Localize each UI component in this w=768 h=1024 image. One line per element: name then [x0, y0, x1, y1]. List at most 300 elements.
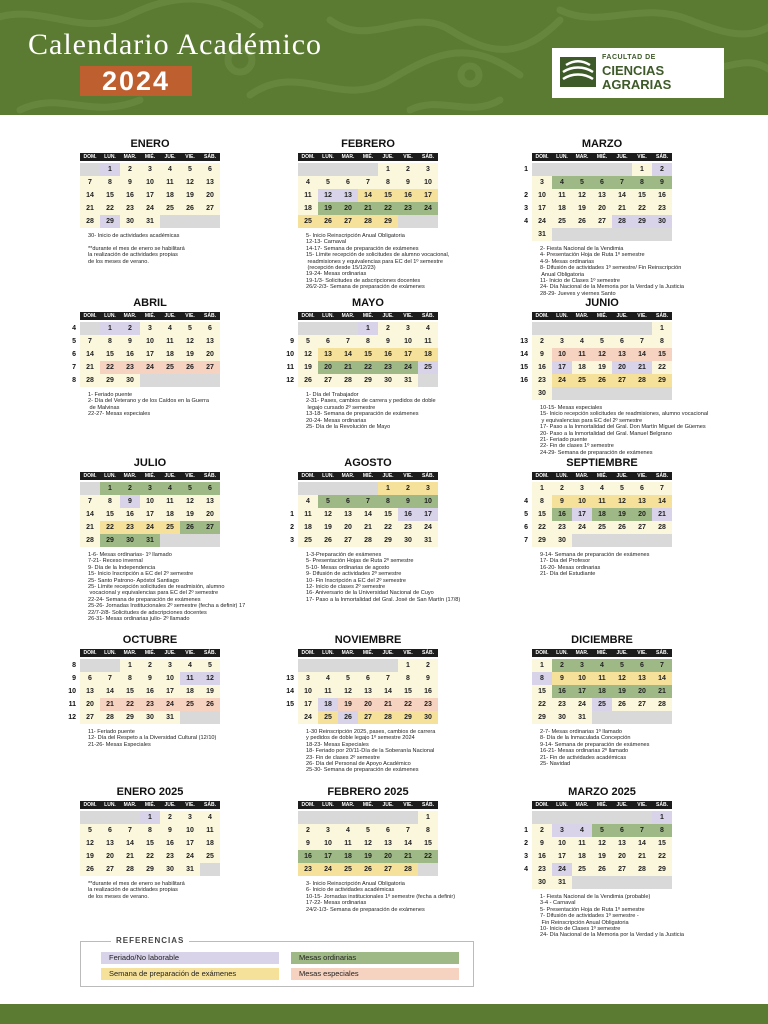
day-cell [612, 176, 632, 189]
day-number: 22 [106, 524, 114, 531]
day-number: 15 [538, 511, 546, 518]
day-cell [652, 863, 672, 876]
day-number: 18 [324, 701, 332, 708]
day-cell [378, 837, 398, 850]
day-cell [338, 374, 358, 387]
day-number: 7 [88, 179, 92, 186]
day-number: 27 [638, 701, 646, 708]
day-number: 22 [364, 364, 372, 371]
day-number: 12 [206, 675, 214, 682]
weekday-label: SÁB. [422, 802, 434, 808]
empty-day-cell [652, 534, 672, 547]
day-cell [160, 508, 180, 521]
day-cell [552, 215, 572, 228]
day-cell [572, 482, 592, 495]
day-cell [398, 482, 418, 495]
day-cell [612, 508, 632, 521]
day-cell [120, 348, 140, 361]
week-number: 11 [68, 701, 76, 708]
empty-day-cell [532, 811, 552, 824]
weekday-label: MAR. [341, 154, 355, 160]
day-cell [532, 837, 552, 850]
day-number: 5 [580, 179, 584, 186]
day-cell [398, 521, 418, 534]
day-number: 24 [558, 377, 566, 384]
day-number: 20 [344, 524, 352, 531]
logo-text-line2: CIENCIAS [602, 63, 665, 78]
day-cell [592, 176, 612, 189]
day-number: 26 [578, 218, 586, 225]
day-number: 19 [186, 192, 194, 199]
day-cell [572, 176, 592, 189]
day-cell [120, 672, 140, 685]
day-number: 25 [558, 218, 566, 225]
day-number: 7 [660, 662, 664, 669]
day-cell [612, 189, 632, 202]
day-cell [592, 824, 612, 837]
day-cell [180, 685, 200, 698]
day-number: 1 [426, 814, 430, 821]
day-cell [318, 215, 338, 228]
day-number: 5 [600, 827, 604, 834]
day-cell [338, 534, 358, 547]
day-number: 1 [108, 485, 112, 492]
day-number: 3 [188, 814, 192, 821]
day-number: 9 [426, 675, 430, 682]
day-cell [338, 850, 358, 863]
day-number: 26 [618, 701, 626, 708]
day-cell [592, 508, 612, 521]
day-cell [180, 322, 200, 335]
month-notes: 1- Día del Trabajador 2-31- Pases, cambios de carrera y pedidos de doble legajo cursado 2º semestre 13-18- Semana de preparación de exámenes 20-24- Mesas ordinarias 25- Día de la Revolución de Mayo [306, 392, 436, 431]
day-cell [552, 837, 572, 850]
weekday-label: LUN. [556, 650, 568, 656]
day-cell [532, 508, 552, 521]
day-number: 20 [598, 205, 606, 212]
day-cell [418, 811, 438, 824]
weekday-label: DOM. [535, 650, 549, 656]
day-number: 14 [638, 840, 646, 847]
weekday-label: JUE. [164, 313, 176, 319]
day-cell [532, 189, 552, 202]
weekday-label: VIE. [403, 154, 413, 160]
week-number: 5 [72, 338, 76, 345]
day-cell [100, 163, 120, 176]
day-cell [632, 850, 652, 863]
day-cell [632, 176, 652, 189]
day-cell [398, 850, 418, 863]
day-number: 6 [620, 338, 624, 345]
weekday-label: MAR. [123, 473, 137, 479]
day-cell [612, 482, 632, 495]
day-cell [318, 837, 338, 850]
day-number: 12 [598, 351, 606, 358]
weekday-label: VIE. [403, 802, 413, 808]
day-cell [632, 348, 652, 361]
empty-day-cell [358, 659, 378, 672]
day-number: 8 [108, 179, 112, 186]
day-cell [358, 837, 378, 850]
day-number: 13 [384, 840, 392, 847]
day-number: 7 [88, 338, 92, 345]
day-cell [80, 685, 100, 698]
day-number: 12 [186, 498, 194, 505]
day-number: 25 [166, 524, 174, 531]
day-number: 20 [638, 511, 646, 518]
day-cell [180, 335, 200, 348]
footer-bar [0, 1004, 768, 1024]
day-number: 5 [208, 662, 212, 669]
day-number: 3 [306, 675, 310, 682]
day-cell [632, 685, 652, 698]
weekday-label: VIE. [403, 473, 413, 479]
weekday-label: DOM. [301, 650, 315, 656]
empty-day-cell [318, 482, 338, 495]
week-number: 15 [520, 364, 528, 371]
day-cell [318, 521, 338, 534]
day-cell [100, 521, 120, 534]
day-cell [120, 850, 140, 863]
day-number: 7 [640, 338, 644, 345]
day-cell [140, 202, 160, 215]
empty-day-cell [338, 811, 358, 824]
day-number: 2 [386, 325, 390, 332]
day-number: 7 [640, 827, 644, 834]
day-number: 29 [658, 866, 666, 873]
day-cell [80, 837, 100, 850]
weekday-label: SÁB. [204, 802, 216, 808]
empty-day-cell [632, 228, 652, 241]
day-number: 19 [304, 364, 312, 371]
day-cell [652, 374, 672, 387]
day-cell [140, 685, 160, 698]
day-cell [160, 659, 180, 672]
day-number: 31 [404, 377, 412, 384]
day-cell [398, 508, 418, 521]
day-number: 12 [304, 351, 312, 358]
weekday-label: JUE. [164, 473, 176, 479]
day-number: 27 [344, 537, 352, 544]
day-cell [120, 361, 140, 374]
day-cell [140, 508, 160, 521]
day-cell [200, 685, 220, 698]
day-number: 7 [366, 179, 370, 186]
weekday-label: MIÉ. [144, 154, 156, 160]
day-number: 13 [638, 498, 646, 505]
month-title: AGOSTO [344, 457, 392, 469]
day-cell [552, 850, 572, 863]
month-notes: **durante el mes de enero se habilitará la realización de actividades propias de los meses de verano. [88, 881, 185, 900]
day-cell [338, 189, 358, 202]
day-number: 6 [88, 675, 92, 682]
weekday-label: LUN. [322, 802, 334, 808]
day-cell [140, 215, 160, 228]
day-cell [298, 176, 318, 189]
day-number: 22 [106, 364, 114, 371]
day-cell [592, 348, 612, 361]
day-number: 13 [206, 338, 214, 345]
day-cell [632, 335, 652, 348]
empty-day-cell [592, 387, 612, 400]
day-number: 7 [406, 827, 410, 834]
day-cell [160, 672, 180, 685]
day-number: 10 [304, 688, 312, 695]
day-cell [418, 521, 438, 534]
day-number: 6 [366, 675, 370, 682]
day-cell [358, 672, 378, 685]
day-number: 11 [186, 675, 194, 682]
day-cell [612, 521, 632, 534]
day-number: 17 [146, 511, 154, 518]
day-cell [572, 495, 592, 508]
day-cell [358, 348, 378, 361]
day-cell [418, 348, 438, 361]
weekday-label: JUE. [382, 313, 394, 319]
day-number: 1 [128, 662, 132, 669]
weekday-label: LUN. [322, 313, 334, 319]
day-number: 2 [426, 662, 430, 669]
day-number: 15 [404, 688, 412, 695]
weekday-label: VIE. [637, 802, 647, 808]
day-cell [398, 202, 418, 215]
day-cell [378, 335, 398, 348]
day-number: 2 [560, 662, 564, 669]
day-cell [652, 824, 672, 837]
day-cell [338, 698, 358, 711]
day-number: 16 [538, 853, 546, 860]
day-cell [552, 521, 572, 534]
day-cell [612, 685, 632, 698]
empty-day-cell [80, 322, 100, 335]
day-cell [398, 837, 418, 850]
day-cell [318, 495, 338, 508]
day-number: 12 [364, 840, 372, 847]
day-number: 12 [598, 840, 606, 847]
day-cell [120, 215, 140, 228]
day-number: 21 [638, 853, 646, 860]
day-number: 9 [540, 351, 544, 358]
day-number: 11 [304, 192, 312, 199]
empty-day-cell [632, 322, 652, 335]
day-cell [358, 322, 378, 335]
day-cell [652, 521, 672, 534]
day-number: 27 [344, 218, 352, 225]
day-cell [120, 322, 140, 335]
day-number: 30 [146, 714, 154, 721]
weekday-label: MAR. [575, 802, 589, 808]
day-cell [552, 176, 572, 189]
day-number: 23 [538, 866, 546, 873]
day-cell [180, 482, 200, 495]
day-number: 2 [406, 166, 410, 173]
day-cell [338, 863, 358, 876]
day-number: 11 [578, 840, 586, 847]
month-title: JUNIO [585, 297, 619, 309]
day-number: 25 [578, 377, 586, 384]
day-number: 10 [404, 338, 412, 345]
day-cell [200, 189, 220, 202]
day-number: 14 [86, 351, 94, 358]
week-number: 3 [290, 537, 294, 544]
day-number: 13 [106, 840, 114, 847]
empty-day-cell [612, 228, 632, 241]
day-number: 11 [206, 827, 214, 834]
day-number: 5 [88, 827, 92, 834]
day-cell [418, 824, 438, 837]
logo-text-line1: FACULTAD DE [602, 54, 656, 61]
day-number: 2 [540, 827, 544, 834]
day-number: 26 [186, 524, 194, 531]
day-cell [160, 811, 180, 824]
day-number: 5 [188, 325, 192, 332]
day-number: 6 [208, 325, 212, 332]
day-cell [100, 495, 120, 508]
day-number: 24 [404, 364, 412, 371]
day-number: 11 [166, 338, 174, 345]
day-number: 25 [344, 866, 352, 873]
weekday-label: JUE. [616, 154, 628, 160]
day-cell [652, 322, 672, 335]
day-cell [592, 189, 612, 202]
day-number: 8 [148, 827, 152, 834]
month-notes: 1- Fiesta Nacional de la Vendimia (probable) 3-4 - Carnaval 5- Presentación Hoja de Ruta 1º semestre 7- Difusión de actividades 1º semestre - Fin Reinscripción Anual Obligatoria 10- Inicio de Clases 1º semestre 24- Día Nacional de la Memoria por la Verdad y la Justicia [540, 894, 684, 939]
day-cell [398, 698, 418, 711]
week-number: 10 [68, 688, 76, 695]
day-number: 15 [364, 351, 372, 358]
weekday-label: VIE. [185, 802, 195, 808]
day-number: 2 [168, 814, 172, 821]
day-cell [338, 215, 358, 228]
weekday-label: LUN. [556, 313, 568, 319]
day-cell [338, 202, 358, 215]
weekday-label: DOM. [83, 650, 97, 656]
day-cell [592, 335, 612, 348]
day-number: 27 [324, 377, 332, 384]
day-number: 24 [166, 701, 174, 708]
month-notes: 10-15- Mesas especiales 15- Inicio recepción solicitudes de readmisiones, alumno vocacional y equivalencias para EC del 2º semestre 17- Paso a la Inmortalidad del Gral. Don Martín Miguel de Güemes 20- Paso a la Inmortalidad del Gral. Manuel Belgrano 21- Feriado puente 22- Fin de clases 1º semestre 24-29- Semana de preparación de exámenes [540, 405, 709, 456]
day-number: 7 [346, 338, 350, 345]
weekday-label: JUE. [616, 802, 628, 808]
day-number: 12 [86, 840, 94, 847]
day-number: 6 [620, 827, 624, 834]
references-title: REFERENCIAS [111, 936, 189, 945]
weekday-label: MIÉ. [596, 802, 608, 808]
week-number: 13 [286, 675, 294, 682]
day-cell [180, 850, 200, 863]
day-cell [298, 711, 318, 724]
day-number: 28 [384, 714, 392, 721]
day-number: 29 [638, 218, 646, 225]
day-number: 13 [598, 192, 606, 199]
day-number: 26 [86, 866, 94, 873]
day-cell [572, 837, 592, 850]
day-number: 21 [618, 205, 626, 212]
day-cell [572, 374, 592, 387]
day-number: 1 [640, 166, 644, 173]
day-cell [632, 659, 652, 672]
day-number: 24 [146, 364, 154, 371]
empty-day-cell [592, 322, 612, 335]
month-notes: 2- Fiesta Nacional de la Vendimia 4- Presentación Hoja de Ruta 1º semestre 4-9- Mesas ordinarias 8- Difusión de actividades 1º semestre/ Fin Reinscripción Anual Obligatoria 11- Inicio de Clases 1º semestre 24- Día Nacional de la Memoria por la Verdad y la Justicia 28-29- Jueves y viernes Santo [540, 246, 684, 297]
day-number: 21 [86, 364, 94, 371]
legend-holiday: Feriado/No laborable [101, 952, 279, 964]
day-cell [318, 202, 338, 215]
weekday-label: VIE. [637, 154, 647, 160]
day-cell [120, 711, 140, 724]
day-cell [298, 202, 318, 215]
day-number: 16 [538, 364, 546, 371]
empty-day-cell [612, 322, 632, 335]
day-number: 5 [620, 485, 624, 492]
day-cell [572, 348, 592, 361]
day-cell [632, 698, 652, 711]
day-number: 5 [366, 827, 370, 834]
day-cell [140, 176, 160, 189]
day-number: 10 [186, 827, 194, 834]
day-number: 10 [538, 192, 546, 199]
weekday-label: VIE. [185, 473, 195, 479]
day-cell [652, 837, 672, 850]
empty-day-cell [298, 659, 318, 672]
day-number: 27 [364, 714, 372, 721]
day-number: 20 [618, 364, 626, 371]
weekday-label: JUE. [616, 473, 628, 479]
day-number: 15 [146, 840, 154, 847]
empty-day-cell [100, 659, 120, 672]
day-cell [318, 534, 338, 547]
empty-day-cell [632, 534, 652, 547]
day-number: 4 [188, 662, 192, 669]
empty-day-cell [160, 215, 180, 228]
empty-day-cell [592, 163, 612, 176]
day-cell [120, 521, 140, 534]
day-cell [398, 711, 418, 724]
empty-day-cell [318, 811, 338, 824]
day-number: 8 [386, 179, 390, 186]
day-cell [612, 863, 632, 876]
day-cell [592, 698, 612, 711]
day-cell [318, 335, 338, 348]
day-number: 8 [366, 338, 370, 345]
day-number: 17 [404, 351, 412, 358]
day-number: 13 [206, 498, 214, 505]
weekday-label: MAR. [341, 313, 355, 319]
day-cell [100, 850, 120, 863]
legend-ordinary-exams: Mesas ordinarias [291, 952, 459, 964]
day-cell [652, 163, 672, 176]
day-number: 18 [186, 688, 194, 695]
day-number: 27 [598, 218, 606, 225]
day-number: 25 [424, 364, 432, 371]
day-cell [418, 659, 438, 672]
day-cell [398, 335, 418, 348]
day-number: 3 [560, 827, 564, 834]
day-number: 17 [558, 853, 566, 860]
empty-day-cell [552, 228, 572, 241]
empty-day-cell [318, 163, 338, 176]
day-cell [418, 335, 438, 348]
day-cell [200, 176, 220, 189]
day-cell [572, 202, 592, 215]
day-cell [552, 202, 572, 215]
day-cell [80, 508, 100, 521]
year-badge: 2024 [80, 66, 192, 96]
day-cell [318, 374, 338, 387]
day-number: 4 [168, 166, 172, 173]
month-title: FEBRERO 2025 [327, 786, 409, 798]
day-cell [180, 837, 200, 850]
month-title: ENERO [130, 138, 170, 150]
